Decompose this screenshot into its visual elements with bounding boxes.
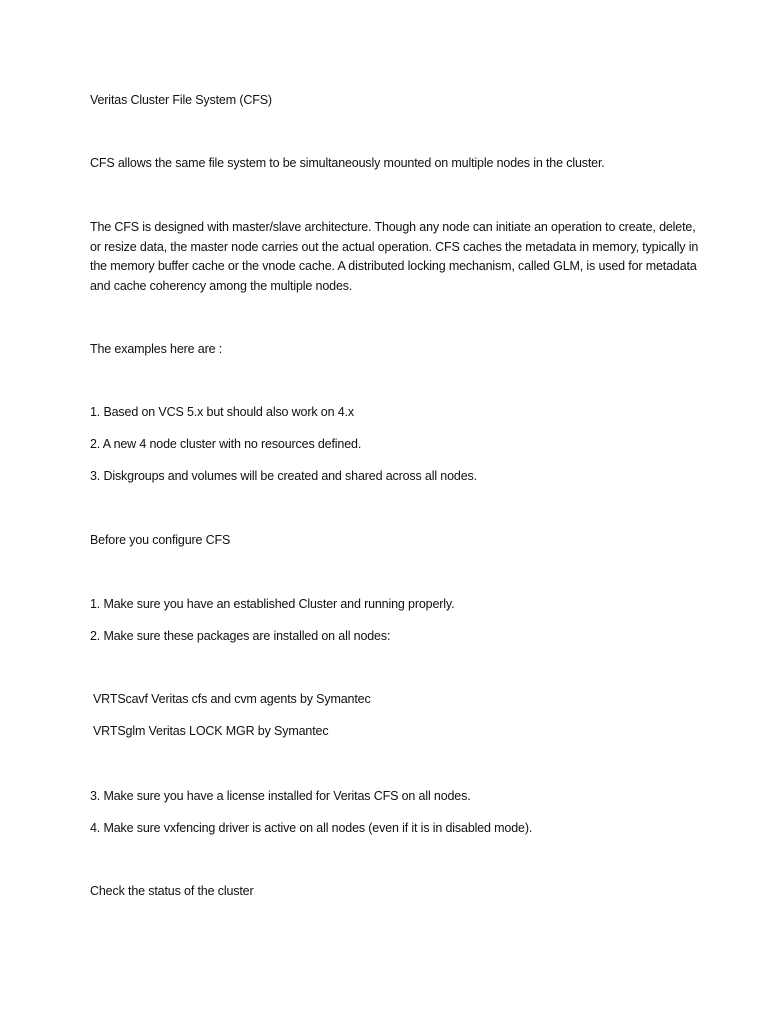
document-title: Veritas Cluster File System (CFS) bbox=[90, 93, 272, 107]
list-item: 2. A new 4 node cluster with no resources defined. bbox=[90, 437, 362, 451]
examples-heading: The examples here are : bbox=[90, 342, 223, 356]
list-item: 2. Make sure these packages are installed on all nodes: bbox=[90, 629, 391, 643]
list-item: 3. Make sure you have a license installed for Veritas CFS on all nodes. bbox=[90, 789, 471, 803]
list-item: 1. Based on VCS 5.x but should also work on 4.x bbox=[90, 405, 354, 419]
list-item: 1. Make sure you have an established Cluster and running properly. bbox=[90, 597, 455, 611]
package-item: VRTScavf Veritas cfs and cvm agents by Symantec bbox=[93, 692, 371, 706]
before-configure-heading: Before you configure CFS bbox=[90, 533, 231, 547]
intro-paragraph: CFS allows the same file system to be simultaneously mounted on multiple nodes in the cluster. bbox=[90, 156, 605, 170]
architecture-paragraph: The CFS is designed with master/slave architecture. Though any node can initiate an operation to create, delete, or resize data, the master node carries out the actual operation. CFS caches the metadata in memory, typically in the memory buffer cache or the vnode cache. A distributed locking mechanism, called GLM, is used for metadata and cache coherency among the multiple nodes. bbox=[90, 220, 699, 293]
list-item: 3. Diskgroups and volumes will be created and shared across all nodes. bbox=[90, 469, 477, 483]
package-item: VRTSglm Veritas LOCK MGR by Symantec bbox=[93, 724, 329, 738]
list-item: 4. Make sure vxfencing driver is active on all nodes (even if it is in disabled mode). bbox=[90, 821, 533, 835]
cluster-status-heading: Check the status of the cluster bbox=[90, 884, 254, 898]
